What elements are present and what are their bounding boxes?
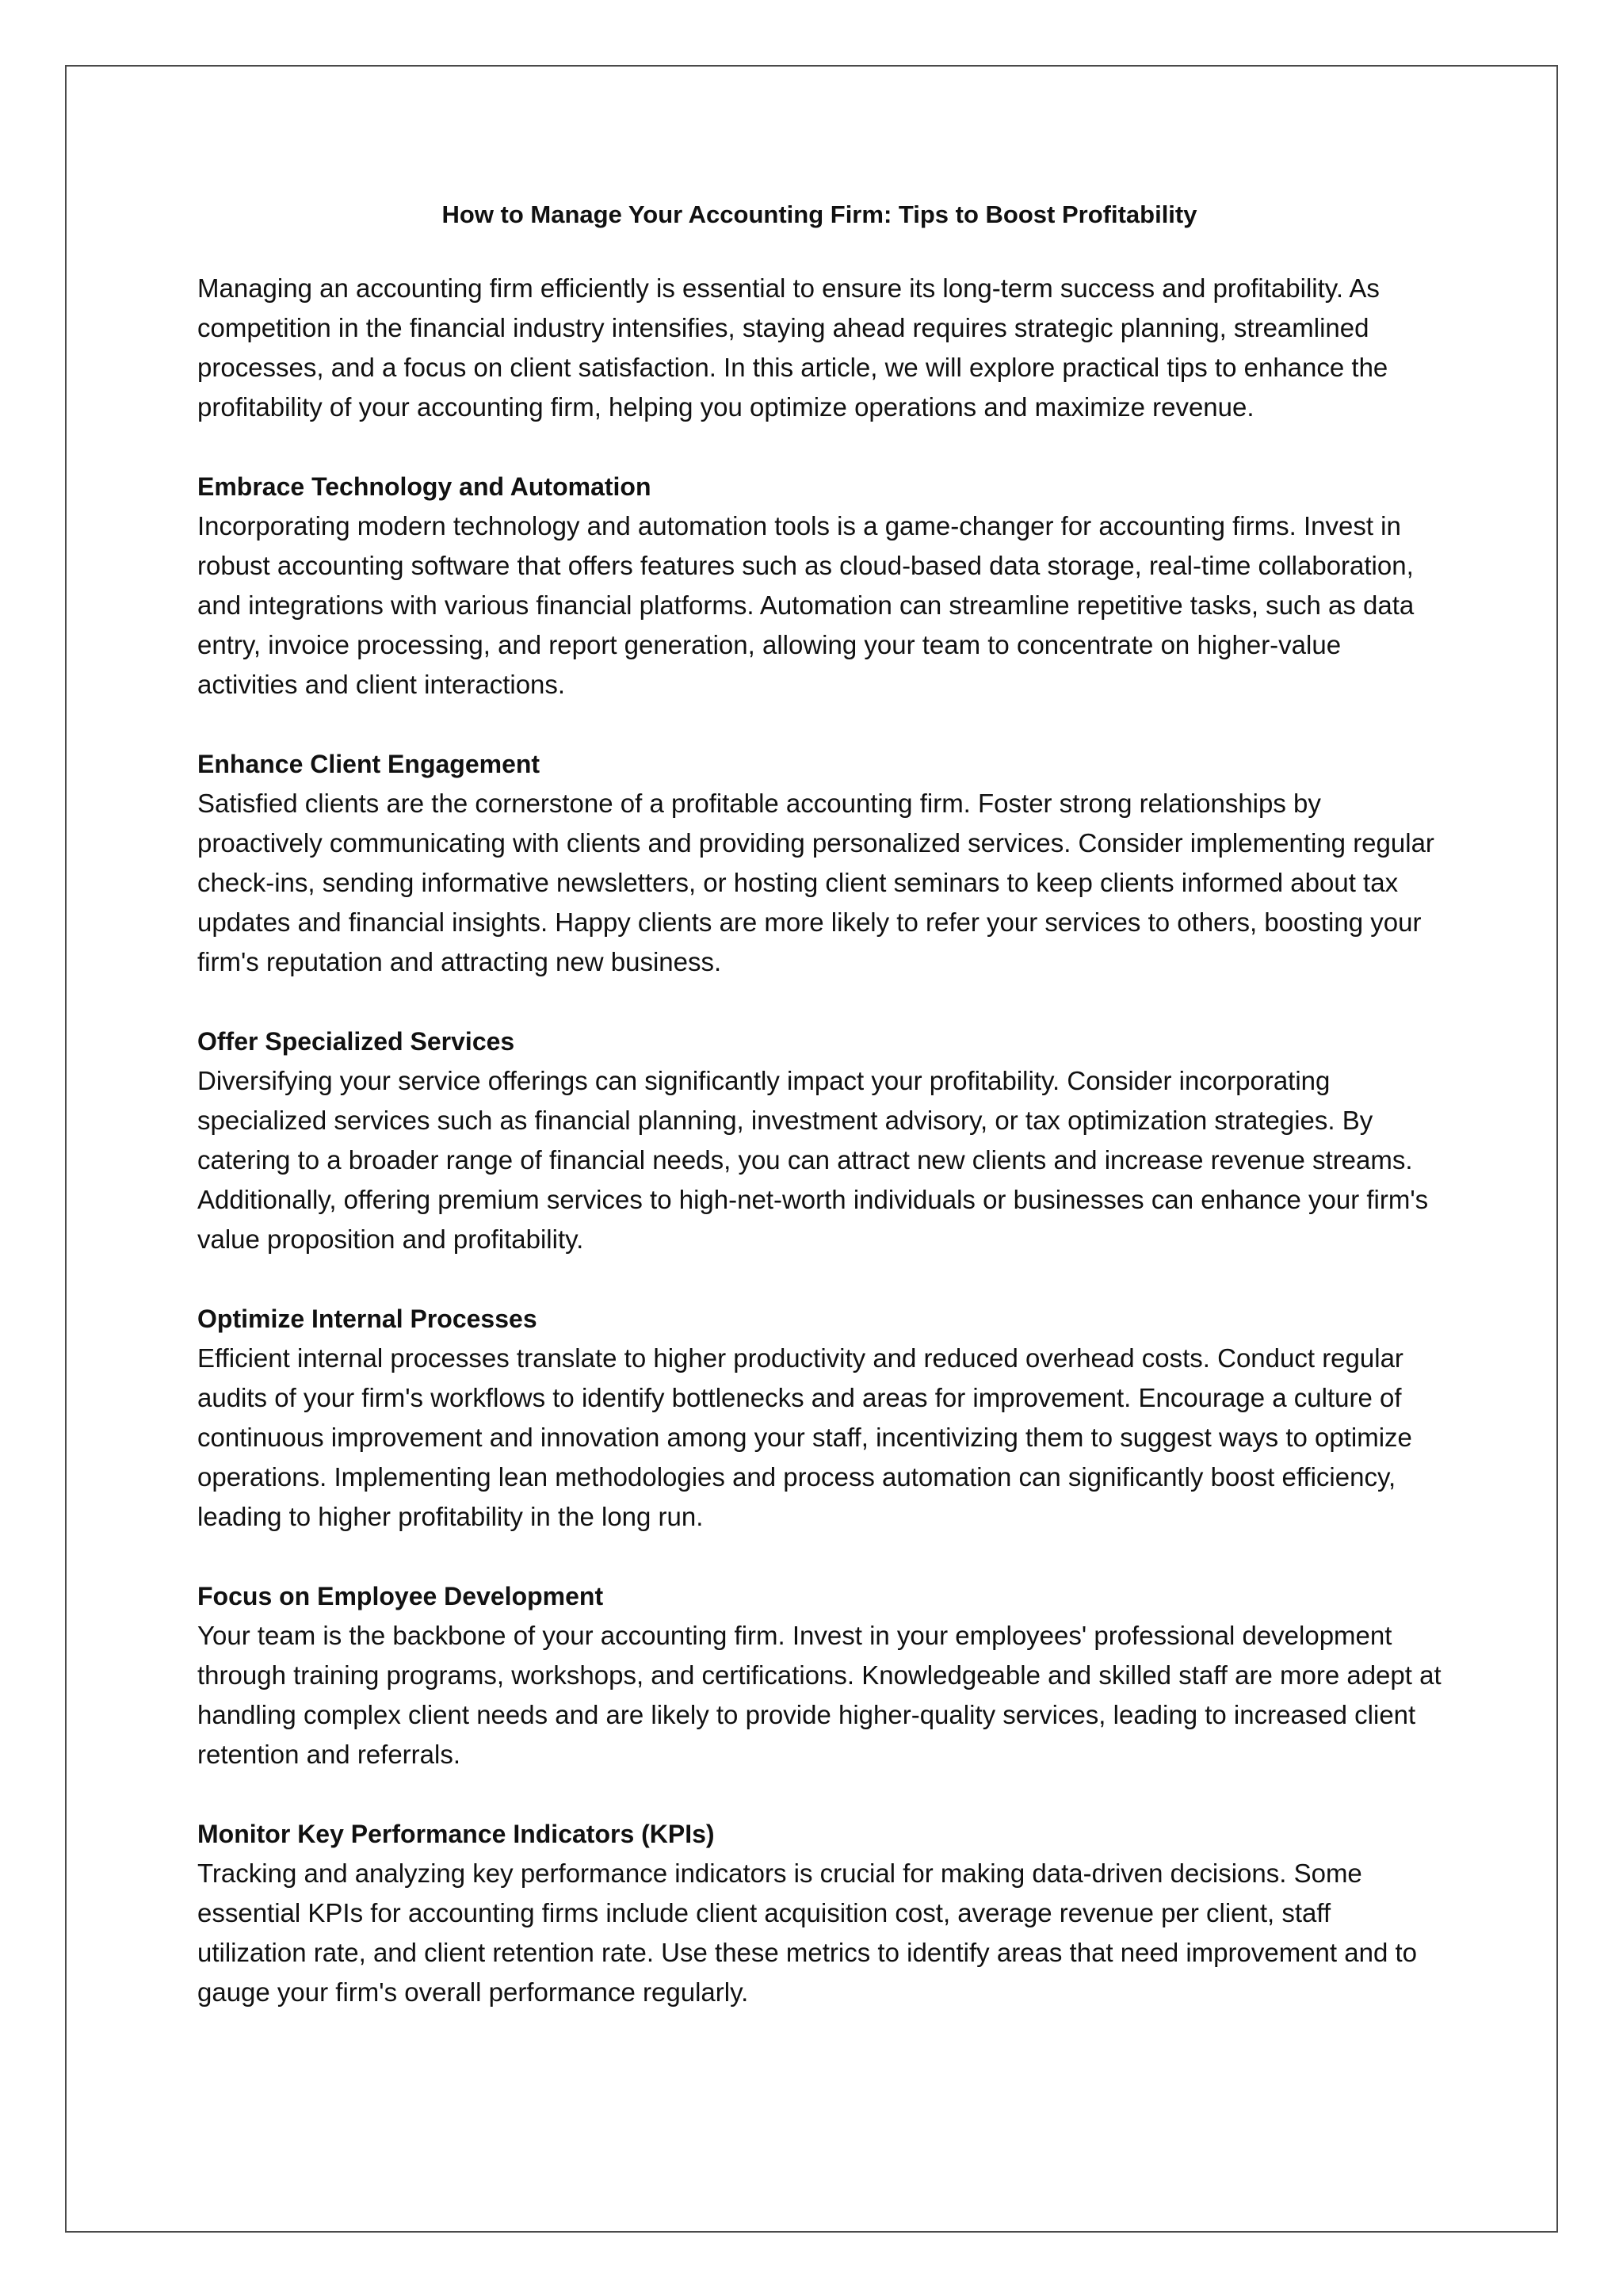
section-body: Tracking and analyzing key performance indicators is crucial for making data-driven decisions. Some essential KPIs for accounting firms include client acquisition cost, average revenue per client, staff utilization rate, and client retention rate. Use these metrics to identify areas that need improvement and to gauge your firm's overall performance regularly. — [197, 1859, 1417, 2007]
section-internal-processes — [197, 1299, 1442, 1537]
intro-paragraph: Managing an accounting firm efficiently is essential to ensure its long-term success and profitability. As competition in the financial industry intensifies, staying ahead requires strategic planning, streamlined processes, and a focus on client satisfaction. In this article, we will explore practical tips to enhance the profitability of your accounting firm, helping you optimize operations and maximize revenue. — [197, 273, 1388, 422]
section-heading: Embrace Technology and Automation — [197, 472, 651, 501]
section-client-engagement — [197, 744, 1442, 982]
section-heading: Optimize Internal Processes — [197, 1305, 537, 1333]
section-specialized-services — [197, 1022, 1442, 1259]
section-heading: Enhance Client Engagement — [197, 750, 540, 778]
section-body: Diversifying your service offerings can significantly impact your profitability. Consider incorporating specialized services such as financial planning, investment advisory, or tax optimization strategies. By catering to a broader range of financial needs, you can attract new clients and increase revenue streams. Additionally, offering premium services to high-net-worth individuals or businesses can enhance your firm's value proposition and profitability. — [197, 1066, 1429, 1254]
document-content — [197, 195, 1442, 2012]
section-heading: Offer Specialized Services — [197, 1027, 515, 1056]
document-title: How to Manage Your Accounting Firm: Tips to Boost Profitability — [441, 201, 1197, 228]
section-heading: Focus on Employee Development — [197, 1582, 604, 1610]
section-body: Your team is the backbone of your accounting firm. Invest in your employees' professional development through training programs, workshops, and certifications. Knowledgeable and skilled staff are more adept at handling complex client needs and are likely to provide higher-quality services, leading to increased client retention and referrals. — [197, 1621, 1442, 1769]
section-body: Incorporating modern technology and automation tools is a game-changer for accounting firms. Invest in robust accounting software that offers features such as cloud-based data storage, real-time collaboration, and integrations with various financial platforms. Automation can streamline repetitive tasks, such as data entry, invoice processing, and report generation, allowing your team to concentrate on higher-value activities and client interactions. — [197, 511, 1415, 699]
section-technology — [197, 467, 1442, 705]
section-body: Satisfied clients are the cornerstone of a profitable accounting firm. Foster strong relationships by proactively communicating with clients and providing personalized services. Consider implementing regular check-ins, sending informative newsletters, or hosting client seminars to keep clients informed about tax updates and financial insights. Happy clients are more likely to refer your services to others, boosting your firm's reputation and attracting new business. — [197, 789, 1434, 976]
section-employee-development — [197, 1576, 1442, 1775]
section-kpis — [197, 1814, 1442, 2012]
section-heading: Monitor Key Performance Indicators (KPIs) — [197, 1820, 715, 1848]
section-body: Efficient internal processes translate to higher productivity and reduced overhead costs. Conduct regular audits of your firm's workflows to identify bottlenecks and areas for improvement. Encourage a culture of continuous improvement and innovation among your staff, incentivizing them to suggest ways to optimize operations. Implementing lean methodologies and process automation can significantly boost efficiency, leading to higher profitability in the long run. — [197, 1343, 1412, 1531]
